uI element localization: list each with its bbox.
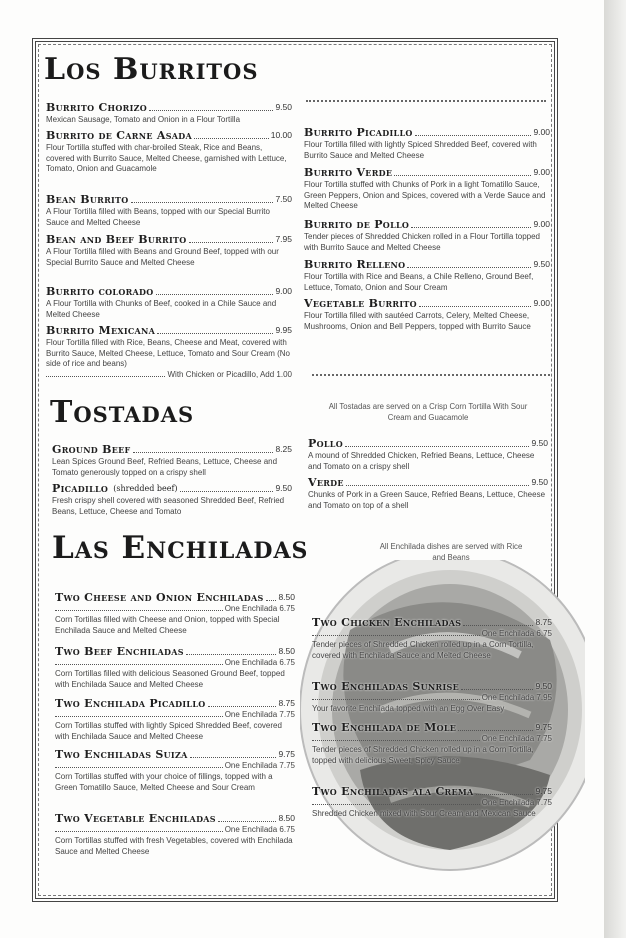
one-enchilada-price: 7.75 bbox=[279, 761, 295, 770]
item-description: A mound of Shredded Chicken, Refried Beans, Lettuce, Cheese and Tomato on a crispy shell bbox=[308, 451, 535, 471]
item-price: 9.00 bbox=[533, 298, 550, 308]
item-description: Your favorite Enchilada topped with an Egg Over Easy bbox=[312, 704, 505, 713]
item-price: 9.00 bbox=[533, 167, 550, 177]
item-name: Burrito Verde bbox=[304, 166, 393, 179]
item-price: 7.50 bbox=[275, 194, 292, 204]
menu-item bbox=[46, 285, 292, 320]
item-price: 9.50 bbox=[531, 438, 548, 448]
dotted-divider bbox=[312, 374, 550, 376]
item-name: Vegetable Burrito bbox=[304, 297, 417, 310]
item-name: Two Enchiladas Suiza bbox=[55, 748, 188, 761]
item-name: Burrito Mexicana bbox=[46, 324, 156, 337]
one-enchilada-price: 7.75 bbox=[536, 734, 552, 743]
menu-item bbox=[46, 324, 292, 380]
item-name: Burrito de Pollo bbox=[304, 218, 410, 231]
item-price: 9.50 bbox=[533, 259, 550, 269]
item-price: 8.75 bbox=[535, 617, 552, 627]
item-description: Corn Tortillas stuffed with fresh Vegetables, covered with Enchilada Sauce and Melted Cheese bbox=[55, 836, 293, 856]
item-name: Ground Beef bbox=[52, 443, 131, 456]
tostadas-heading: Tostadas bbox=[50, 395, 195, 430]
item-name: Verde bbox=[308, 476, 344, 489]
item-description: Corn Tortillas filled with delicious Seasoned Ground Beef, topped with Enchilada Sauce and Melted Cheese bbox=[55, 669, 285, 689]
item-description: Shredded Chicken mixed with Sour Cream and Mexican Sauce bbox=[312, 809, 536, 818]
item-name: Bean Burrito bbox=[46, 193, 129, 206]
item-name: Two Enchilada de Mole bbox=[312, 721, 457, 734]
item-price: 9.00 bbox=[533, 127, 550, 137]
item-description: Lean Spices Ground Beef, Refried Beans, Lettuce, Cheese and Tomato generously topped on a crispy shell bbox=[52, 457, 278, 477]
menu-item bbox=[55, 645, 295, 690]
one-enchilada-price: 7.75 bbox=[536, 798, 552, 807]
item-name: Two Enchilada Picadillo bbox=[55, 697, 206, 710]
item-description: Flour Tortilla stuffed with Chunks of Pork in a light Tomatillo Sauce, Green Peppers, Onion and Spices, covered with a Verde Sauce and Melted Cheese bbox=[304, 180, 546, 210]
tostadas-note: All Tostadas are served on a Crisp Corn Tortilla With Sour Cream and Guacamole bbox=[328, 402, 528, 422]
item-name: Two Enchiladas ala Crema bbox=[312, 785, 474, 798]
item-name: Two Chicken Enchiladas bbox=[312, 616, 462, 629]
item-name: Picadillo bbox=[52, 482, 109, 495]
one-enchilada-label: One Enchilada bbox=[224, 604, 278, 613]
one-enchilada-price: 6.75 bbox=[279, 825, 295, 834]
one-enchilada-label: One Enchilada bbox=[481, 734, 535, 743]
dotted-divider bbox=[306, 100, 546, 102]
one-enchilada-label: One Enchilada bbox=[224, 825, 278, 834]
item-description: Tender pieces of Shredded Chicken rolled up in a Corn Tortilla, topped with delicious Sweet, Spicy Sauce bbox=[312, 745, 534, 765]
item-description: Flour Tortilla with Rice and Beans, a Chile Relleno, Ground Beef, Lettuce, Tomato, Onion and Sour Cream bbox=[304, 272, 534, 292]
item-description: Corn Tortillas filled with Cheese and Onion, topped with Special Enchilada Sauce and Melted Cheese bbox=[55, 615, 280, 635]
menu-item bbox=[304, 166, 550, 212]
menu-item bbox=[55, 697, 295, 742]
item-name: Burrito Relleno bbox=[304, 258, 406, 271]
item-price: 8.50 bbox=[278, 813, 295, 823]
menu-item bbox=[46, 233, 292, 268]
item-name-note: (shredded beef) bbox=[113, 484, 178, 493]
item-price: 9.00 bbox=[533, 219, 550, 229]
one-enchilada-price: 6.75 bbox=[279, 604, 295, 613]
menu-item bbox=[52, 443, 292, 478]
item-price: 9.50 bbox=[535, 681, 552, 691]
item-description: Flour Tortilla filled with lightly Spiced Shredded Beef, covered with Burrito Sauce and Melted Cheese bbox=[304, 140, 537, 160]
item-price: 9.75 bbox=[535, 722, 552, 732]
item-name: Bean and Beef Burrito bbox=[46, 233, 187, 246]
item-addon: With Chicken or Picadillo, Add 1.00 bbox=[167, 369, 292, 379]
menu-item bbox=[312, 616, 552, 661]
item-description: Flour Tortilla filled with Rice, Beans, Cheese and Meat, covered with Burrito Sauce, Melted Cheese, Lettuce, Tomato and Sour Cream (No side of rice and beans) bbox=[46, 338, 290, 368]
item-price: 10.00 bbox=[270, 130, 292, 140]
item-price: 9.75 bbox=[535, 786, 552, 796]
one-enchilada-label: One Enchilada bbox=[481, 693, 535, 702]
item-description: A Flour Tortilla with Chunks of Beef, cooked in a Chile Sauce and Melted Cheese bbox=[46, 299, 277, 319]
item-name: Two Vegetable Enchiladas bbox=[55, 812, 216, 825]
menu-item bbox=[46, 101, 292, 126]
menu-item bbox=[304, 126, 550, 161]
item-price: 8.75 bbox=[278, 698, 295, 708]
one-enchilada-label: One Enchilada bbox=[224, 658, 278, 667]
item-price: 9.95 bbox=[275, 325, 292, 335]
item-name: Burrito Picadillo bbox=[304, 126, 413, 139]
item-description: Corn Tortillas stuffed with your choice of fillings, topped with a Green Tomatillo Sauce, Melted Cheese and Sour Cream bbox=[55, 772, 273, 792]
menu-item bbox=[308, 437, 548, 472]
item-price: 8.25 bbox=[275, 444, 292, 454]
menu-item bbox=[55, 748, 295, 793]
item-description: Flour Tortilla stuffed with char-broiled Steak, Rice and Beans, covered with Burrito Sauce, Melted Cheese, garnished with Lettuce, Tomato, Onion and Guacamole bbox=[46, 143, 287, 173]
item-price: 9.75 bbox=[278, 749, 295, 759]
menu-item bbox=[55, 591, 295, 636]
item-name: Two Enchiladas Sunrise bbox=[312, 680, 460, 693]
item-description: Mexican Sausage, Tomato and Onion in a Flour Tortilla bbox=[46, 115, 241, 124]
item-description: Chunks of Pork in a Green Sauce, Refried Beans, Lettuce, Cheese and Tomato on top of a shell bbox=[308, 490, 546, 510]
item-price: 7.95 bbox=[275, 234, 292, 244]
item-name: Burrito colorado bbox=[46, 285, 154, 298]
menu-item bbox=[312, 785, 552, 820]
enchiladas-note: All Enchilada dishes are served with Rice and Beans bbox=[379, 542, 523, 562]
one-enchilada-price: 7.75 bbox=[279, 710, 295, 719]
burritos-heading: Los Burritos bbox=[44, 52, 259, 87]
one-enchilada-label: One Enchilada bbox=[224, 761, 278, 770]
menu-item bbox=[304, 297, 550, 332]
item-price: 8.50 bbox=[278, 646, 295, 656]
item-description: Tender pieces of Shredded Chicken rolled up in a Corn Tortilla, covered with Enchilada Sauce and Melted Cheese bbox=[312, 640, 534, 660]
one-enchilada-label: One Enchilada bbox=[481, 798, 535, 807]
item-price: 9.00 bbox=[275, 286, 292, 296]
item-description: A Flour Tortilla filled with Beans and Ground Beef, topped with our Special Burrito Sauce and Melted Cheese bbox=[46, 247, 279, 267]
item-price: 9.50 bbox=[275, 483, 292, 493]
item-price: 9.50 bbox=[531, 477, 548, 487]
one-enchilada-price: 6.75 bbox=[279, 658, 295, 667]
one-enchilada-label: One Enchilada bbox=[224, 710, 278, 719]
menu-item bbox=[46, 129, 292, 175]
enchiladas-heading: Las Enchiladas bbox=[52, 530, 309, 566]
menu-item bbox=[52, 482, 292, 517]
menu-item bbox=[312, 721, 552, 766]
one-enchilada-price: 7.95 bbox=[536, 693, 552, 702]
menu-item bbox=[304, 258, 550, 293]
item-description: A Flour Tortilla filled with Beans, topped with our Special Burrito Sauce and Melted Cheese bbox=[46, 207, 270, 227]
item-name: Two Cheese and Onion Enchiladas bbox=[55, 591, 264, 604]
menu-item bbox=[46, 193, 292, 228]
one-enchilada-label: One Enchilada bbox=[481, 629, 535, 638]
item-description: Fresh crispy shell covered with seasoned Shredded Beef, Refried Beans, Lettuce, Cheese and Tomato bbox=[52, 496, 285, 516]
menu-item bbox=[308, 476, 548, 511]
item-name: Two Beef Enchiladas bbox=[55, 645, 184, 658]
item-name: Burrito Chorizo bbox=[46, 101, 148, 114]
page-edge-shadow bbox=[604, 0, 626, 938]
item-price: 9.50 bbox=[275, 102, 292, 112]
item-description: Flour Tortilla filled with sautéed Carrots, Celery, Melted Cheese, Mushrooms, Onion and Bell Peppers, topped with Burrito Sauce bbox=[304, 311, 531, 331]
one-enchilada-price: 6.75 bbox=[536, 629, 552, 638]
menu-item bbox=[304, 218, 550, 253]
item-name: Burrito de Carne Asada bbox=[46, 129, 193, 142]
item-description: Tender pieces of Shredded Chicken rolled in a Flour Tortilla topped with Burrito Sauce and Melted Cheese bbox=[304, 232, 540, 252]
item-name: Pollo bbox=[308, 437, 343, 450]
item-price: 8.50 bbox=[278, 592, 295, 602]
menu-item bbox=[55, 812, 295, 857]
item-description: Corn Tortillas stuffed with lightly Spiced Shredded Beef, covered with Enchilada Sauce and Melted Cheese bbox=[55, 721, 282, 741]
menu-item bbox=[312, 680, 552, 715]
